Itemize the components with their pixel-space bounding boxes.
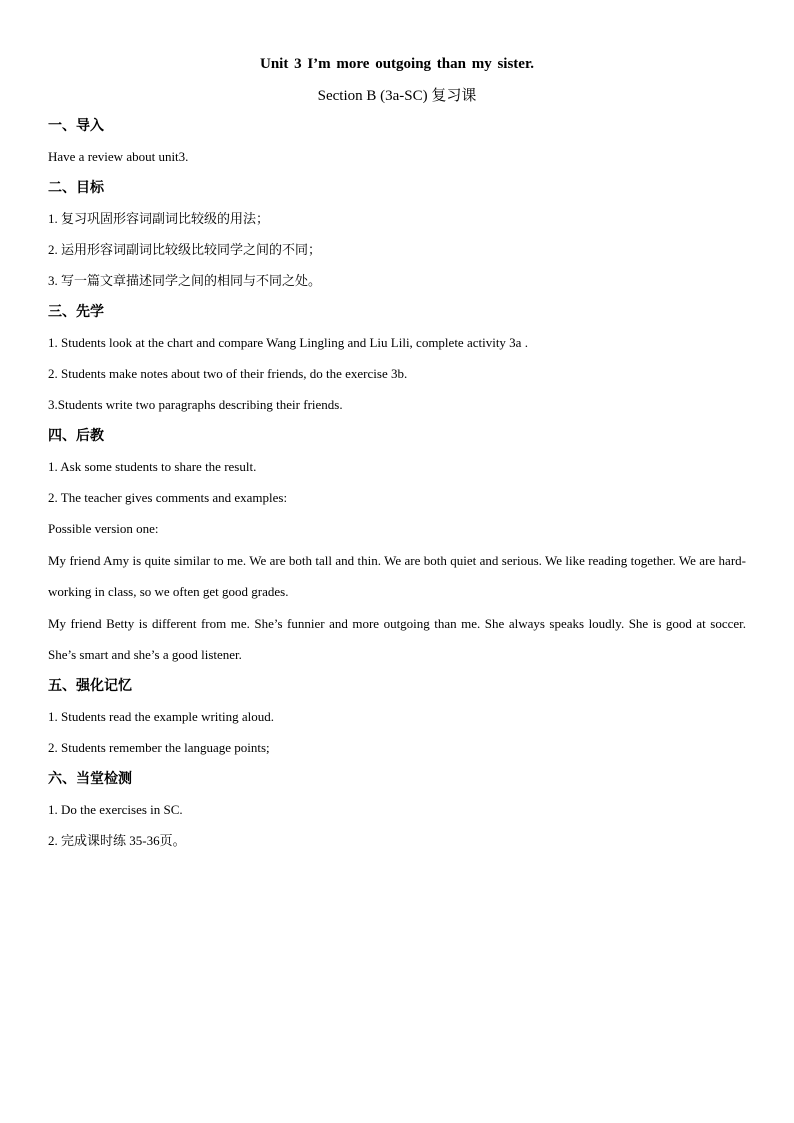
prelearn-item-3: 3.Students write two paragraphs describing their friends. [48, 397, 343, 412]
sample-paragraph-betty: My friend Betty is different from me. She’s funnier and more outgoing than me. She always speaks loudly. She is good at soccer. She’s smart and she’s a good listener. [48, 616, 746, 662]
document-title: Unit 3 I’m more outgoing than my sister. [259, 56, 534, 72]
section-heading-reinforce: 五、强化记忆 [48, 678, 132, 694]
section-heading-goals: 二、目标 [48, 180, 104, 196]
reinforce-item-1: 1. Students read the example writing aloud. [48, 709, 275, 724]
goal-item-3: 3. 写一篇文章描述同学之间的相同与不同之处。 [48, 273, 322, 288]
section-heading-test: 六、当堂检测 [48, 771, 132, 787]
reinforce-item-2: 2. Students remember the language points; [48, 740, 270, 755]
teaching-item-2: 2. The teacher gives comments and examples: [48, 490, 288, 505]
test-item-2: 2. 完成课时练 35-36页。 [48, 833, 186, 848]
prelearn-item-1: 1. Students look at the chart and compare Wang Lingling and Liu Lili, complete activity 3a . [48, 335, 528, 350]
document-subtitle: Section B (3a-SC) 复习课 [317, 88, 477, 104]
sample-paragraph-amy: My friend Amy is quite similar to me. We are both tall and thin. We are both quiet and serious. We like reading together. We are hard-working in class, so we often get good grades. [48, 553, 746, 599]
teaching-item-1: 1. Ask some students to share the result. [48, 459, 257, 474]
document-body [48, 116, 746, 862]
section-heading-prelearn: 三、先学 [48, 304, 104, 320]
teaching-item-3: Possible version one: [48, 521, 159, 536]
prelearn-item-2: 2. Students make notes about two of their friends, do the exercise 3b. [48, 366, 408, 381]
section-heading-intro: 一、导入 [48, 118, 104, 134]
test-item-1: 1. Do the exercises in SC. [48, 802, 183, 817]
section-heading-teaching: 四、后教 [48, 428, 104, 444]
goal-item-1: 1. 复习巩固形容词副词比较级的用法； [48, 211, 270, 226]
intro-line: Have a review about unit3. [48, 149, 189, 164]
goal-item-2: 2. 运用形容词副词比较级比较同学之间的不同； [48, 242, 322, 257]
